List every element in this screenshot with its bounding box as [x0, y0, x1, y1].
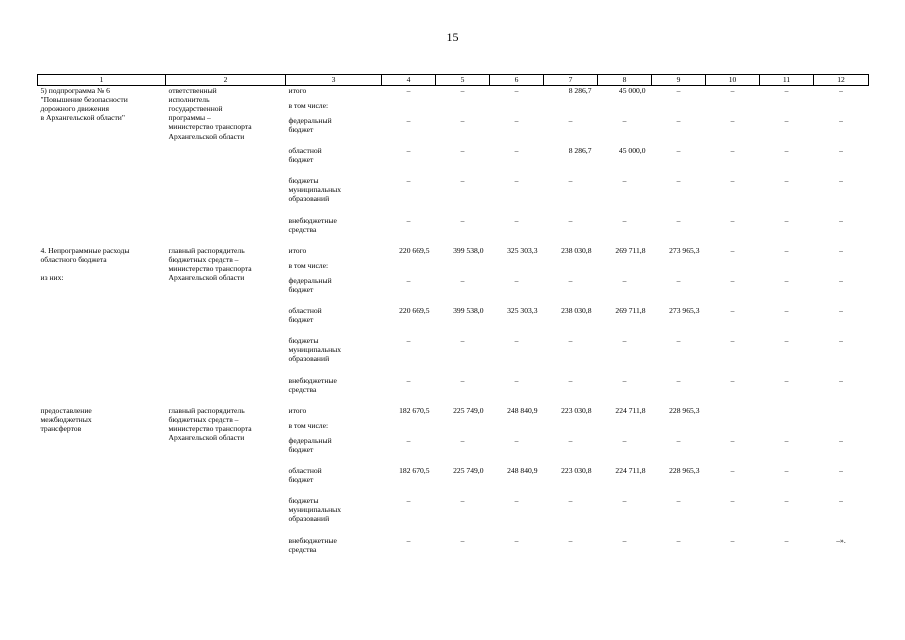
value-cell: – — [839, 175, 843, 185]
value-cell: 273 965,3 — [669, 245, 700, 255]
value-cell: 223 030,8 — [561, 465, 592, 475]
column-header-3: 3 — [286, 75, 382, 86]
value-cell: – — [568, 335, 573, 345]
funding-source — [286, 246, 382, 261]
value-cell: – — [784, 375, 789, 385]
funding-source — [286, 421, 382, 436]
value-cell: – — [460, 86, 465, 95]
executor-line: Архангельской области — [168, 432, 245, 442]
value-cell: – — [406, 335, 411, 345]
value-cell: – — [622, 215, 627, 225]
value-cell: – — [839, 465, 843, 475]
executor-line: главный распорядитель — [168, 405, 245, 415]
value-cell: – — [406, 145, 411, 155]
value-cell — [814, 421, 869, 436]
funding-source — [286, 86, 382, 101]
value-cell — [490, 101, 544, 116]
value-cell: – — [460, 175, 465, 185]
value-cell — [706, 101, 760, 116]
executor-line: ответственный — [168, 86, 217, 95]
value-cell: – — [730, 435, 735, 445]
executor-line: бюджетных средств – — [168, 254, 239, 264]
value-cell: – — [784, 305, 789, 315]
funding-source-line: бюджет — [288, 314, 314, 324]
value-cell: 238 030,8 — [561, 305, 592, 315]
column-header-7: 7 — [544, 75, 598, 86]
value-cell: – — [676, 215, 681, 225]
funding-source-line: бюджет — [288, 474, 314, 484]
program-name-line: межбюджетных — [40, 414, 92, 424]
value-cell: – — [406, 375, 411, 385]
value-cell: – — [622, 175, 627, 185]
funding-source-line: бюджет — [288, 154, 314, 164]
funding-source-line: в том числе: — [288, 260, 329, 270]
program-name-line: 5) подпрограмма № 6 — [40, 86, 110, 95]
funding-source — [286, 406, 382, 421]
executor-line: программы – — [168, 113, 211, 123]
program-name-line: 4. Непрограммные расходы — [40, 245, 130, 255]
value-cell — [490, 421, 544, 436]
column-header-9: 9 — [652, 75, 706, 86]
funding-source — [286, 176, 382, 216]
value-cell — [814, 261, 869, 276]
column-header-10: 10 — [706, 75, 760, 86]
executor-line: Архангельской области — [168, 131, 245, 141]
value-cell: – — [839, 145, 843, 155]
funding-source-line: итого — [288, 245, 307, 255]
value-cell: – — [676, 535, 681, 545]
value-cell: – — [514, 115, 519, 125]
funding-source-line: бюджеты — [288, 175, 319, 185]
value-cell — [598, 421, 652, 436]
funding-source-line: областной — [288, 305, 322, 315]
funding-source-line: муниципальных — [288, 344, 342, 354]
value-cell: – — [460, 215, 465, 225]
column-header-6: 6 — [490, 75, 544, 86]
value-cell: – — [568, 535, 573, 545]
value-cell — [436, 261, 490, 276]
value-cell: 8 286,7 — [568, 145, 592, 155]
funding-source — [286, 436, 382, 466]
executor-line: исполнитель — [168, 95, 210, 105]
value-cell — [706, 406, 760, 421]
value-cell: 269 711,8 — [615, 305, 646, 315]
funding-source-line: бюджеты — [288, 335, 319, 345]
funding-source-line: муниципальных — [288, 504, 342, 514]
value-cell: – — [839, 215, 843, 225]
funding-source-line: образований — [288, 353, 330, 363]
value-cell: – — [676, 115, 681, 125]
value-cell: – — [568, 175, 573, 185]
funding-source-line: областной — [288, 145, 322, 155]
value-cell: 269 711,8 — [615, 245, 646, 255]
value-cell: – — [784, 245, 789, 255]
value-cell: – — [730, 335, 735, 345]
funding-source-line: образований — [288, 513, 330, 523]
value-cell: – — [730, 86, 735, 95]
value-cell: – — [730, 145, 735, 155]
value-cell: 228 965,3 — [669, 405, 700, 415]
column-header-2: 2 — [166, 75, 286, 86]
value-cell: – — [514, 275, 519, 285]
value-cell — [490, 261, 544, 276]
value-cell: – — [460, 535, 465, 545]
program-name-line: из них: — [40, 272, 64, 282]
value-cell: – — [730, 275, 735, 285]
value-cell: – — [622, 435, 627, 445]
value-cell: 228 965,3 — [669, 465, 700, 475]
value-cell: – — [460, 115, 465, 125]
value-cell: – — [839, 245, 843, 255]
table-header-row — [38, 75, 869, 86]
funding-source — [286, 276, 382, 306]
value-cell: 325 303,3 — [507, 305, 538, 315]
funding-source — [286, 216, 382, 246]
funding-source — [286, 306, 382, 336]
value-cell: – — [406, 215, 411, 225]
value-cell: – — [460, 375, 465, 385]
funding-source-line: федеральный — [288, 435, 332, 445]
program-name-line: в Архангельской области" — [40, 113, 125, 123]
value-cell: – — [568, 375, 573, 385]
value-cell — [706, 261, 760, 276]
value-cell: – — [730, 465, 735, 475]
value-cell: – — [839, 335, 843, 345]
funding-source-line: итого — [288, 86, 307, 95]
value-cell: – — [784, 215, 789, 225]
funding-source — [286, 101, 382, 116]
value-cell — [706, 421, 760, 436]
funding-source-line: средства — [288, 544, 317, 554]
value-cell: 225 749,0 — [453, 465, 484, 475]
funding-source-line: средства — [288, 384, 317, 394]
column-header-11: 11 — [760, 75, 814, 86]
value-cell: – — [514, 435, 519, 445]
value-cell: – — [406, 535, 411, 545]
funding-source-line: бюджет — [288, 284, 314, 294]
value-cell: – — [676, 435, 681, 445]
value-cell: – — [784, 335, 789, 345]
value-cell: – — [784, 115, 789, 125]
value-cell: – — [839, 275, 843, 285]
column-header-5: 5 — [436, 75, 490, 86]
value-cell: – — [730, 305, 735, 315]
funding-source — [286, 116, 382, 146]
value-cell — [436, 421, 490, 436]
value-cell: 225 749,0 — [453, 405, 484, 415]
value-cell: – — [514, 535, 519, 545]
funding-source — [286, 536, 382, 566]
value-cell: – — [622, 275, 627, 285]
value-cell: – — [730, 375, 735, 385]
value-cell: – — [622, 375, 627, 385]
value-cell: – — [460, 275, 465, 285]
value-cell: – — [622, 335, 627, 345]
program-name — [38, 406, 166, 566]
value-cell: – — [839, 495, 843, 505]
value-cell: – — [839, 86, 843, 95]
value-cell — [760, 101, 814, 116]
value-cell: – — [514, 335, 519, 345]
value-cell — [382, 421, 436, 436]
value-cell: – — [784, 275, 789, 285]
funding-source-line: федеральный — [288, 115, 332, 125]
executor-line: Архангельской области — [168, 272, 245, 282]
value-cell: – — [514, 175, 519, 185]
value-cell: 399 538,0 — [453, 305, 484, 315]
value-cell: – — [839, 305, 843, 315]
funding-source-line: бюджеты — [288, 495, 319, 505]
value-cell — [760, 421, 814, 436]
value-cell: – — [460, 145, 465, 155]
executor-line: государственной — [168, 104, 223, 114]
funding-source — [286, 466, 382, 496]
value-cell: – — [730, 495, 735, 505]
value-cell: – — [676, 375, 681, 385]
value-cell: – — [514, 86, 519, 95]
funding-source-line: образований — [288, 193, 330, 203]
value-cell: – — [730, 215, 735, 225]
funding-source-line: внебюджетные — [288, 215, 337, 225]
value-cell — [760, 261, 814, 276]
value-cell: – — [406, 495, 411, 505]
program-name-line: областного бюджета — [40, 254, 107, 264]
value-cell: – — [730, 175, 735, 185]
value-cell: – — [730, 535, 735, 545]
value-cell: – — [676, 86, 681, 95]
value-cell: – — [784, 465, 789, 475]
value-cell: – — [622, 115, 627, 125]
value-cell: – — [784, 495, 789, 505]
funding-source-line: итого — [288, 405, 307, 415]
value-cell: – — [622, 535, 627, 545]
funding-source-line: средства — [288, 224, 317, 234]
funding-source-line: областной — [288, 465, 322, 475]
executor — [166, 246, 286, 406]
executor-line: министерство транспорта — [168, 122, 252, 132]
value-cell: 224 711,8 — [615, 405, 646, 415]
value-cell — [382, 101, 436, 116]
page-number: 15 — [446, 30, 459, 44]
value-cell: – — [839, 435, 843, 445]
value-cell: 220 669,5 — [399, 305, 430, 315]
value-cell: 182 670,5 — [399, 465, 430, 475]
value-cell: – — [839, 375, 843, 385]
funding-source — [286, 376, 382, 406]
value-cell — [382, 261, 436, 276]
value-cell: – — [568, 435, 573, 445]
value-cell: – — [568, 275, 573, 285]
value-cell: 224 711,8 — [615, 465, 646, 475]
value-cell — [544, 261, 598, 276]
value-cell: 248 840,9 — [507, 405, 538, 415]
funding-source — [286, 146, 382, 176]
funding-source-line: бюджет — [288, 444, 314, 454]
funding-source-line: внебюджетные — [288, 375, 337, 385]
value-cell — [598, 101, 652, 116]
value-cell — [544, 421, 598, 436]
value-cell: – — [514, 145, 519, 155]
value-cell: – — [784, 175, 789, 185]
value-cell: – — [406, 115, 411, 125]
value-cell: 399 538,0 — [453, 245, 484, 255]
funding-source-line: в том числе: — [288, 100, 329, 110]
value-cell: – — [784, 435, 789, 445]
value-cell: – — [784, 535, 789, 545]
funding-source-line: в том числе: — [288, 420, 329, 430]
value-cell: – — [460, 495, 465, 505]
value-cell: – — [784, 86, 789, 95]
program-name-line: "Повышение безопасности — [40, 95, 128, 105]
value-cell: – — [730, 245, 735, 255]
value-cell: – — [676, 175, 681, 185]
value-cell — [544, 101, 598, 116]
value-cell: – — [676, 495, 681, 505]
value-cell: 45 000,0 — [618, 145, 646, 155]
executor-line: главный распорядитель — [168, 245, 245, 255]
value-cell — [814, 406, 869, 421]
value-cell: – — [622, 495, 627, 505]
executor — [166, 406, 286, 566]
value-cell — [598, 261, 652, 276]
funding-source — [286, 261, 382, 276]
value-cell: 45 000,0 — [618, 86, 646, 95]
value-cell: – — [568, 495, 573, 505]
funding-source — [286, 336, 382, 376]
executor-line: бюджетных средств – — [168, 414, 239, 424]
funding-source — [286, 496, 382, 536]
funding-source-line: внебюджетные — [288, 535, 337, 545]
program-name-line: предоставление — [40, 405, 92, 415]
value-cell: – — [514, 215, 519, 225]
column-header-8: 8 — [598, 75, 652, 86]
value-cell — [436, 101, 490, 116]
budget-table — [37, 74, 869, 566]
column-header-1: 1 — [38, 75, 166, 86]
program-name — [38, 86, 166, 246]
value-cell: 8 286,7 — [568, 86, 592, 95]
column-header-4: 4 — [382, 75, 436, 86]
value-cell: – — [514, 375, 519, 385]
value-cell: – — [676, 275, 681, 285]
value-cell: – — [406, 175, 411, 185]
table-row — [38, 406, 869, 421]
program-name-line: дорожного движения — [40, 104, 109, 114]
program-name-line: трансфертов — [40, 423, 82, 433]
value-cell — [814, 101, 869, 116]
value-cell: – — [406, 435, 411, 445]
column-header-12: 12 — [814, 75, 869, 86]
value-cell — [652, 101, 706, 116]
value-cell — [652, 261, 706, 276]
value-cell: 223 030,8 — [561, 405, 592, 415]
value-cell: 182 670,5 — [399, 405, 430, 415]
value-cell: 220 669,5 — [399, 245, 430, 255]
value-cell: – — [406, 275, 411, 285]
executor-line: министерство транспорта — [168, 423, 252, 433]
value-cell: 238 030,8 — [561, 245, 592, 255]
program-name — [38, 246, 166, 406]
funding-source-line: муниципальных — [288, 184, 342, 194]
value-cell: – — [730, 115, 735, 125]
value-cell — [652, 421, 706, 436]
executor — [166, 86, 286, 246]
table-row — [38, 86, 869, 101]
executor-line: министерство транспорта — [168, 263, 252, 273]
value-cell: 325 303,3 — [507, 245, 538, 255]
value-cell: – — [568, 115, 573, 125]
value-cell: 273 965,3 — [669, 305, 700, 315]
value-cell: – — [784, 145, 789, 155]
value-cell: –». — [836, 535, 846, 545]
funding-source-line: бюджет — [288, 124, 314, 134]
value-cell: – — [460, 335, 465, 345]
value-cell: – — [676, 335, 681, 345]
value-cell: – — [406, 86, 411, 95]
funding-source-line: федеральный — [288, 275, 332, 285]
value-cell: – — [568, 215, 573, 225]
value-cell: – — [839, 115, 843, 125]
value-cell: – — [514, 495, 519, 505]
value-cell: – — [676, 145, 681, 155]
value-cell: – — [460, 435, 465, 445]
program-name-line — [41, 264, 163, 273]
table-row — [38, 246, 869, 261]
value-cell: 248 840,9 — [507, 465, 538, 475]
value-cell — [760, 406, 814, 421]
